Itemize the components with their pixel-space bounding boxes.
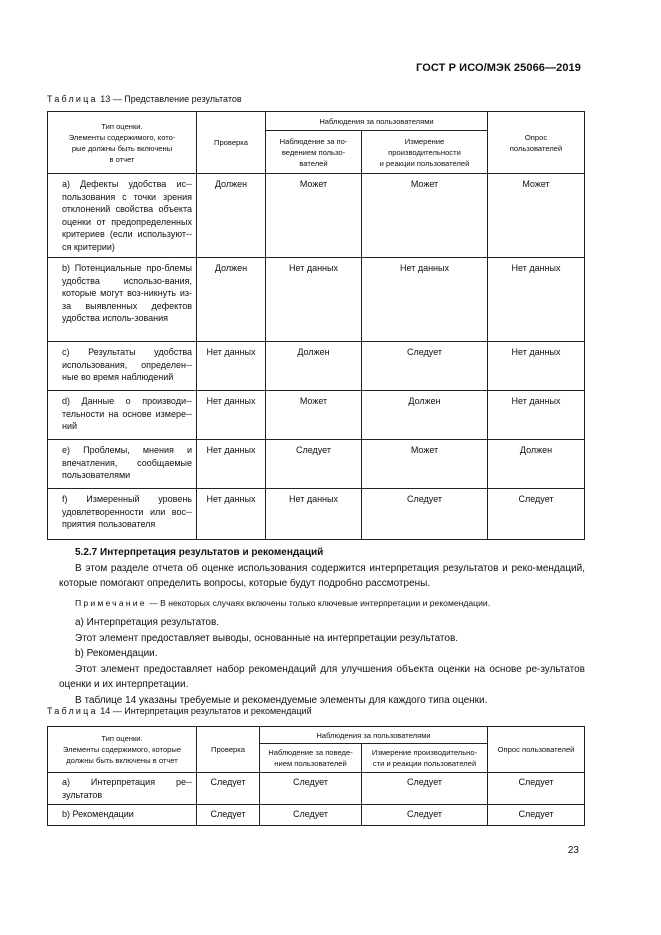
cell-value: Следует (260, 773, 362, 805)
cell-value: Может (488, 174, 585, 258)
table-row (48, 258, 585, 342)
section-paragraph: В таблице 14 указаны требуемые и рекомендуемые элементы для каждого типа оценки. (75, 694, 488, 706)
row-label: b) Потенциальные про-блемы удобства использо-вания, которые могут воз-никнуть из-за выявленных дефектов удобства исполь-зования (48, 258, 197, 342)
table-row (48, 342, 585, 391)
cell-value: Нет данных (266, 258, 362, 342)
note-prefix: Примечание (75, 597, 147, 608)
section-heading: 5.2.7 Интерпретация результатов и рекомендаций (75, 547, 324, 558)
cell-value: Нет данных (266, 489, 362, 540)
table-row (48, 440, 585, 489)
cell-value: Нет данных (197, 391, 266, 440)
cell-value: Следует (488, 773, 585, 805)
page-number: 23 (567, 845, 579, 856)
cell-value: Нет данных (488, 258, 585, 342)
table13-head-behavior: Наблюдение за по- ведением пользо- вателей (266, 131, 362, 174)
row-label: a) Дефекты удобства ис-пользования с точки зрения отклонений свойства объекта оценки от предопределенных критериев (если используют-ся критерии) (48, 174, 197, 258)
cell-value: Следует (266, 440, 362, 489)
table13-caption (47, 94, 242, 104)
table13-caption-prefix: Таблица (47, 94, 98, 104)
cell-value: Следует (488, 489, 585, 540)
list-item-text: Этот элемент предоставляет выводы, основанные на интерпретации результатов. (75, 632, 459, 644)
table14-head-survey: Опрос пользователей (488, 727, 585, 773)
list-item: b) Рекомендации. (75, 648, 158, 659)
table13-head-observations-group: Наблюдения за пользователями (266, 112, 488, 131)
row-label: b) Рекомендации (48, 805, 197, 826)
table-row (48, 174, 585, 258)
cell-value: Следует (362, 773, 488, 805)
cell-value: Должен (266, 342, 362, 391)
cell-value: Может (266, 174, 362, 258)
cell-value: Может (266, 391, 362, 440)
cell-value: Следует (362, 489, 488, 540)
table14-head-observations-group: Наблюдения за пользователями (260, 727, 488, 744)
table13-caption-title: 13 — Представление результатов (100, 94, 242, 104)
table14-head-type: Тип оценки. Элементы содержимого, которые должны быть включены в отчет (48, 727, 197, 773)
table-row (48, 773, 585, 805)
cell-value: Нет данных (488, 391, 585, 440)
cell-value: Следует (197, 773, 260, 805)
cell-value: Следует (488, 805, 585, 826)
table13-head-review: Проверка (197, 112, 266, 174)
table14-caption-title: 14 — Интерпретация результатов и рекомендаций (100, 706, 312, 716)
table14 (47, 726, 585, 826)
table-row (48, 489, 585, 540)
cell-value: Нет данных (197, 489, 266, 540)
table13-head-type: Тип оценки. Элементы содержимого, кото- рые должны быть включены в отчет (48, 112, 197, 174)
section-paragraph: В этом разделе отчета об оценке использования содержится интерпретация результатов и реко-мендаций, которые помогают определить вопросы, которые будут подробно рассмотрены. (59, 562, 585, 589)
cell-value: Нет данных (197, 440, 266, 489)
table14-head-behavior: Наблюдение за поведе- нием пользователей (260, 744, 362, 773)
list-item-text: Этот элемент предоставляет набор рекомендаций для улучшения объекта оценки на основе ре-зультатов оценки и их интерпретации. (59, 663, 585, 690)
row-label: e) Проблемы, мнения и впечатления, сообщаемые пользователями (48, 440, 197, 489)
table14-caption-prefix: Таблица (47, 706, 98, 716)
document-header: ГОСТ Р ИСО/МЭК 25066—2019 (416, 62, 581, 74)
table-row (48, 805, 585, 826)
section-note (59, 596, 585, 612)
table13-head-performance: Измерение производительности и реакции пользователей (362, 131, 488, 174)
cell-value: Нет данных (362, 258, 488, 342)
cell-value: Может (362, 440, 488, 489)
row-label: a) Интерпретация ре-зультатов (48, 773, 197, 805)
note-text: — В некоторых случаях включены только ключевые интерпретации и рекомендации. (146, 597, 491, 608)
table-row (48, 391, 585, 440)
table13-head-survey: Опрос пользователей (488, 112, 585, 174)
cell-value: Должен (362, 391, 488, 440)
row-label: d) Данные о производи-тельности на основе измере-ний (48, 391, 197, 440)
cell-value: Следует (197, 805, 260, 826)
cell-value: Должен (197, 174, 266, 258)
cell-value: Может (362, 174, 488, 258)
row-label: f) Измеренный уровень удовлетворенности или вос-приятия пользователя (48, 489, 197, 540)
table13 (47, 111, 585, 540)
cell-value: Нет данных (488, 342, 585, 391)
table14-caption (47, 706, 312, 716)
cell-value: Следует (260, 805, 362, 826)
table14-head-review: Проверка (197, 727, 260, 773)
cell-value: Нет данных (197, 342, 266, 391)
table14-head-performance: Измерение производительно- сти и реакции пользователей (362, 744, 488, 773)
cell-value: Должен (197, 258, 266, 342)
cell-value: Следует (362, 342, 488, 391)
section-5-2-7 (59, 545, 585, 708)
cell-value: Следует (362, 805, 488, 826)
list-item: a) Интерпретация результатов. (75, 617, 220, 628)
row-label: c) Результаты удобства использования, определен-ные во время наблюдений (48, 342, 197, 391)
cell-value: Должен (488, 440, 585, 489)
